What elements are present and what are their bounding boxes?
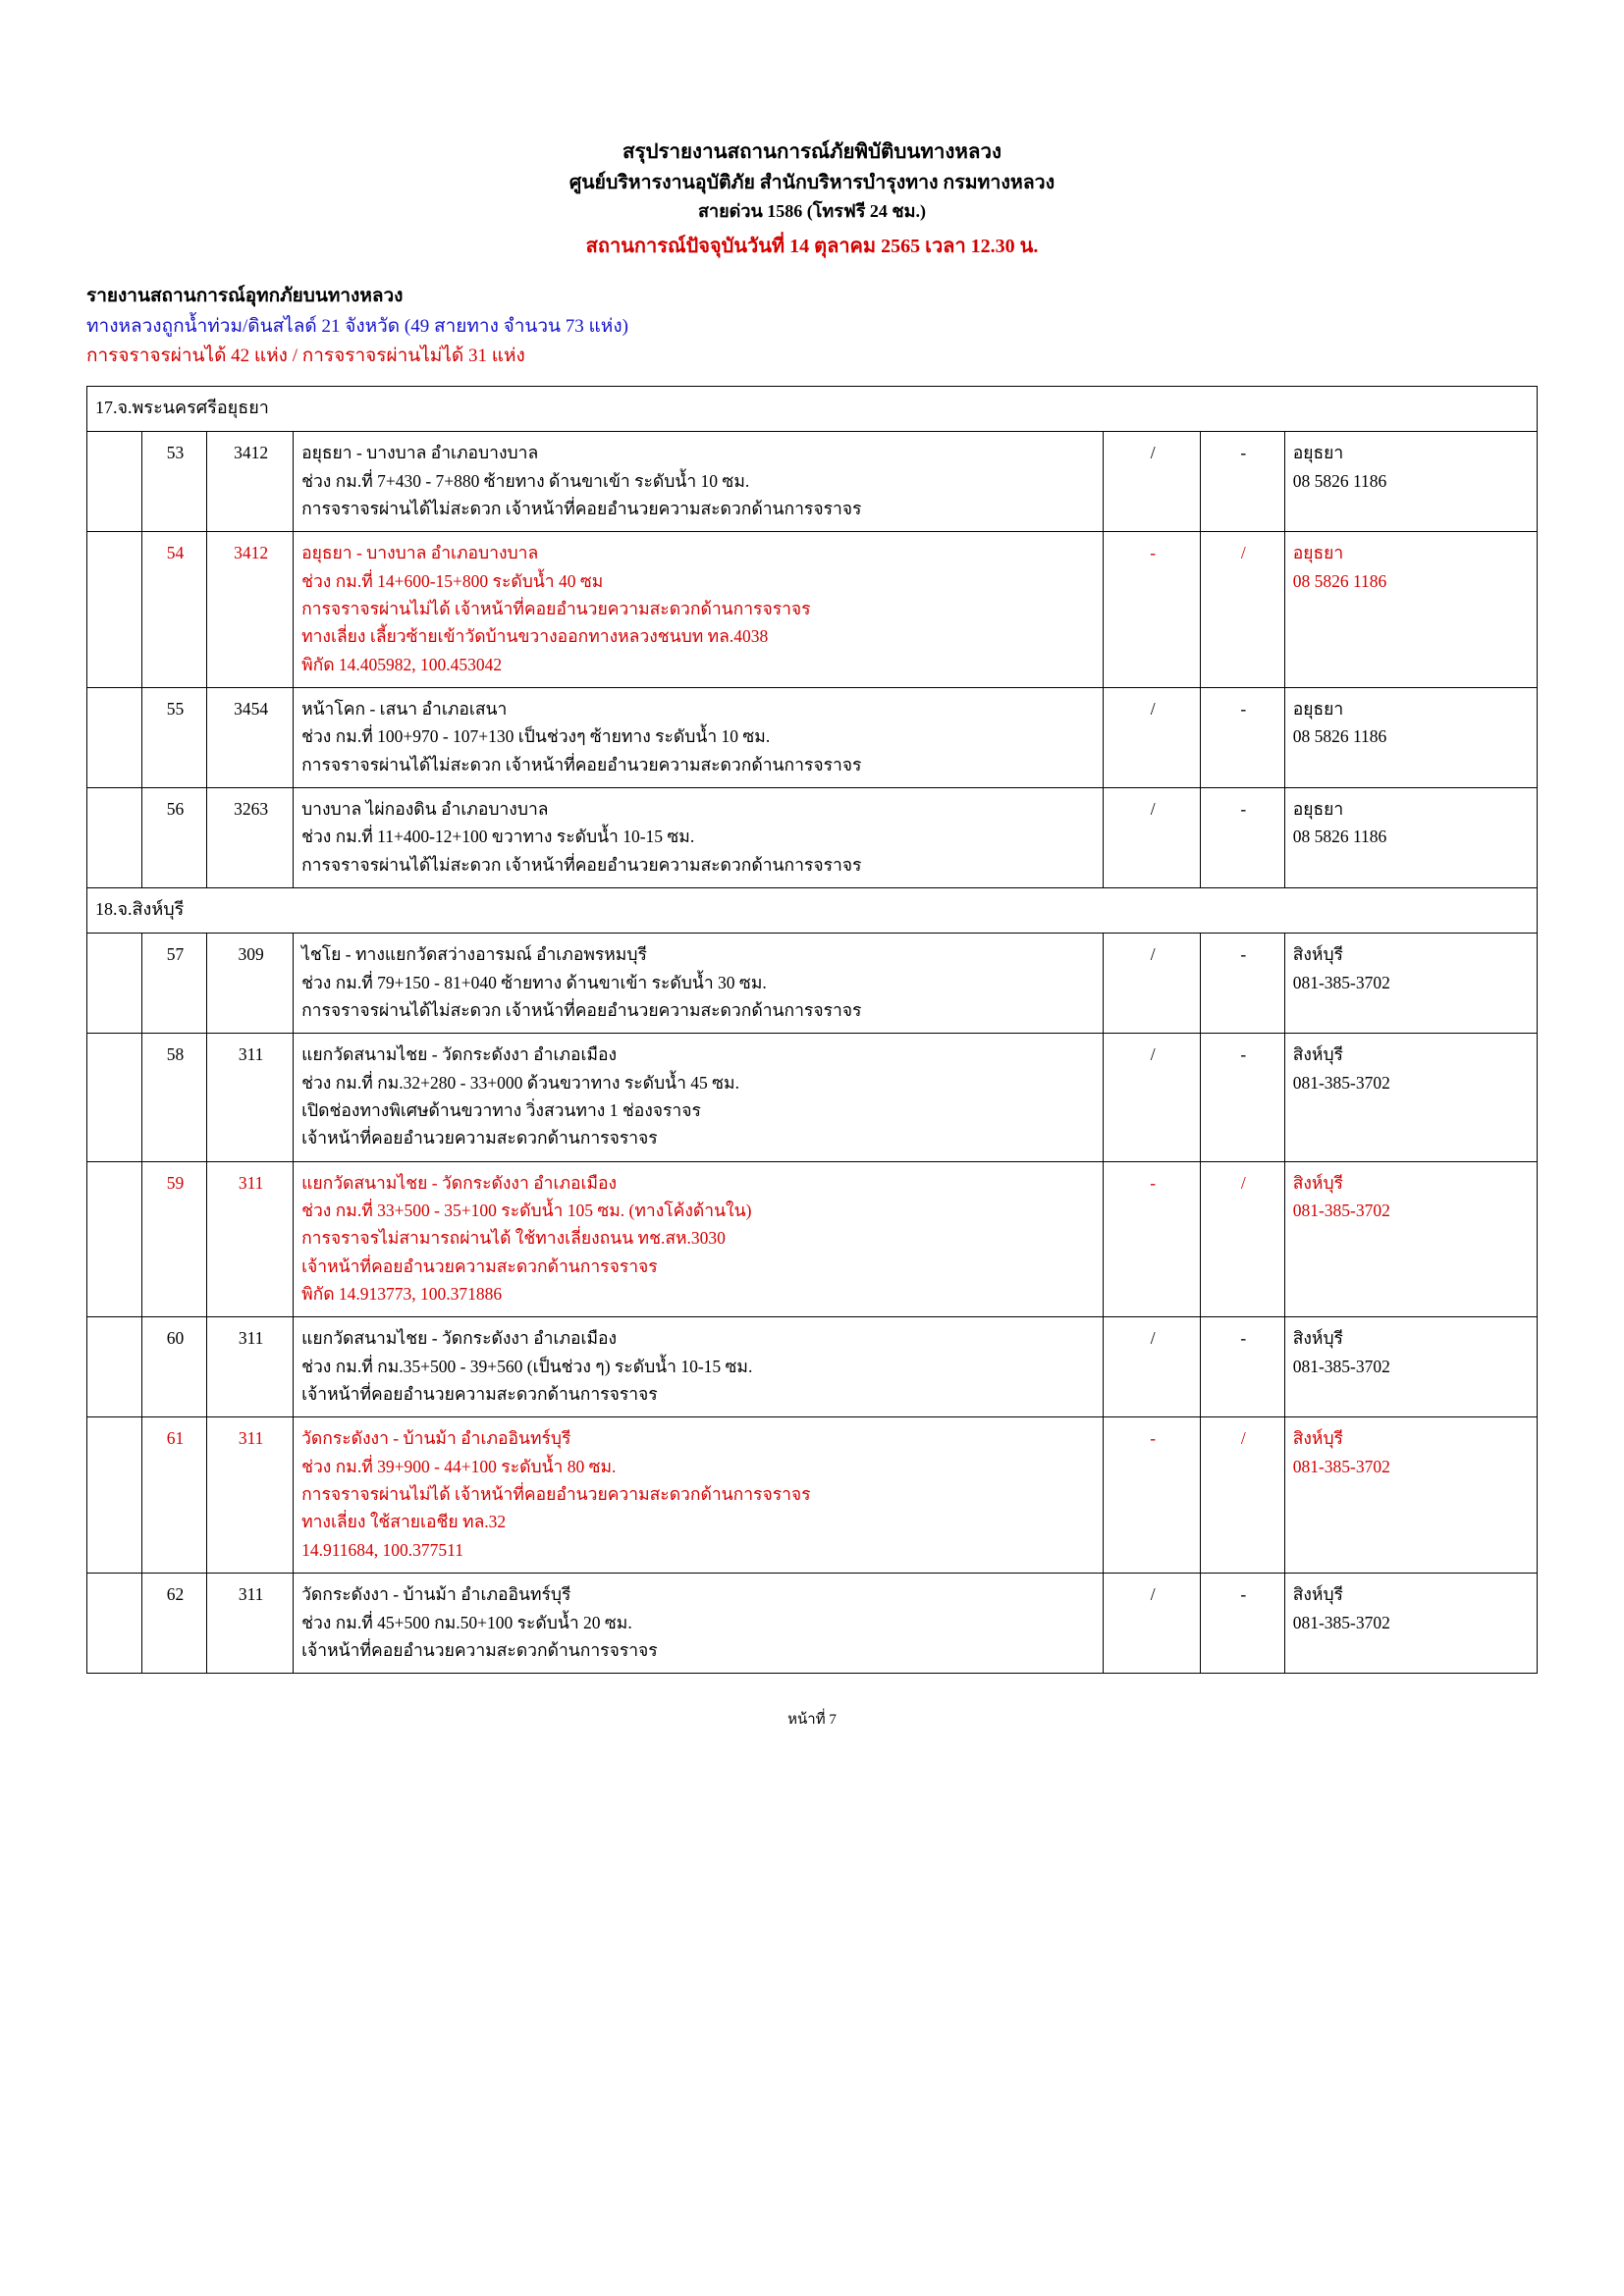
contact-phone: 08 5826 1186 [1292,827,1387,847]
detail-line: ช่วง กม.ที่ 100+970 - 107+130 เป็นช่วงๆ ซ้ายทาง ระดับน้ำ 10 ซม. [301,726,771,747]
contact-province: สิงห์บุรี [1292,944,1343,965]
row-spacer-cell [87,688,142,788]
contact-cell [1284,1161,1537,1317]
passable-mark-cell: - [1104,532,1201,688]
contact-province: สิงห์บุรี [1292,1428,1343,1449]
not-passable-mark-cell: - [1200,934,1284,1034]
intro-passability-summary: การจราจรผ่านได้ 42 แห่ง / การจราจรผ่านไม่ได้ 31 แห่ง [86,346,525,367]
route-detail-cell [294,788,1104,888]
contact-province: สิงห์บุรี [1292,1584,1343,1605]
route-number-cell: 311 [207,1417,294,1574]
table-row [87,688,1538,788]
not-passable-mark-cell: - [1200,1317,1284,1417]
route-detail-cell [294,1417,1104,1574]
contact-cell [1284,1417,1537,1574]
table-row [87,1417,1538,1574]
detail-line: ช่วง กม.ที่ 11+400-12+100 ขวาทาง ระดับน้ำ 10-15 ซม. [301,827,695,847]
detail-line: ทางเลี่ยง เลี้ยวซ้ายเข้าวัดบ้านขวางออกทางหลวงชนบท ทล.4038 [301,626,769,647]
detail-line: พิกัด 14.913773, 100.371886 [301,1284,503,1305]
table-row [87,1034,1538,1161]
passable-mark-cell: / [1104,788,1201,888]
not-passable-mark-cell: / [1200,1161,1284,1317]
passable-mark-cell: / [1104,1574,1201,1674]
route-detail-cell [294,532,1104,688]
contact-phone: 081-385-3702 [1292,1612,1390,1632]
contact-cell [1284,1034,1537,1161]
detail-line: การจราจรผ่านได้ไม่สะดวก เจ้าหน้าที่คอยอำนวยความสะดวกด้านการจราจร [301,999,862,1020]
detail-line: ไชโย - ทางแยกวัดสว่างอารมณ์ อำเภอพรหมบุรี [301,944,647,965]
not-passable-mark-cell: - [1200,1034,1284,1161]
not-passable-mark-cell: / [1200,532,1284,688]
route-number-cell: 311 [207,1034,294,1161]
passable-mark-cell: / [1104,934,1201,1034]
passable-mark-cell: / [1104,1317,1201,1417]
contact-phone: 08 5826 1186 [1292,726,1387,747]
row-spacer-cell [87,1417,142,1574]
header-title-line-2: ศูนย์บริหารงานอุบัติภัย สำนักบริหารบำรุงทาง กรมทางหลวง [568,172,1056,193]
detail-line: ช่วง กม.ที่ กม.32+280 - 33+000 ด้วนขวาทาง ระดับน้ำ 45 ซม. [301,1072,739,1093]
route-number-cell: 311 [207,1161,294,1317]
detail-line: ช่วง กม.ที่ 79+150 - 81+040 ซ้ายทาง ด้านขาเข้า ระดับน้ำ 30 ซม. [301,972,767,992]
intro-report-title: รายงานสถานการณ์อุทกภัยบนทางหลวง [86,285,404,306]
contact-province: สิงห์บุรี [1292,1172,1343,1193]
passable-mark-cell: / [1104,688,1201,788]
contact-cell [1284,934,1537,1034]
detail-line: การจราจรผ่านไม่ได้ เจ้าหน้าที่คอยอำนวยความสะดวกด้านการจราจร [301,1484,811,1505]
route-detail-cell [294,432,1104,532]
document-header [86,137,1538,262]
row-spacer-cell [87,1317,142,1417]
header-current-status-datetime: สถานการณ์ปัจจุบันวันที่ 14 ตุลาคม 2565 เวลา 12.30 น. [585,235,1039,257]
table-row [87,1317,1538,1417]
route-number-cell: 309 [207,934,294,1034]
page-footer: หน้าที่ 7 [787,1712,837,1729]
contact-phone: 08 5826 1186 [1292,570,1387,591]
detail-line: อยุธยา - บางบาล อำเภอบางบาล [301,543,539,563]
contact-cell [1284,1317,1537,1417]
detail-line: แยกวัดสนามไชย - วัดกระดังงา อำเภอเมือง [301,1172,618,1193]
detail-line: เจ้าหน้าที่คอยอำนวยความสะดวกด้านการจราจร [301,1384,658,1405]
row-number-cell: 54 [141,532,206,688]
route-number-cell: 311 [207,1317,294,1417]
row-spacer-cell [87,1574,142,1674]
row-spacer-cell [87,432,142,532]
row-spacer-cell [87,1034,142,1161]
table-row [87,532,1538,688]
route-number-cell: 3412 [207,532,294,688]
row-spacer-cell [87,934,142,1034]
detail-line: 14.911684, 100.377511 [301,1539,464,1560]
detail-line: ทางเลี่ยง ใช้สายเอชีย ทล.32 [301,1512,507,1532]
detail-line: เจ้าหน้าที่คอยอำนวยความสะดวกด้านการจราจร [301,1128,658,1148]
row-number-cell: 60 [141,1317,206,1417]
detail-line: บางบาล ไผ่กองดิน อำเภอบางบาล [301,799,549,820]
detail-line: แยกวัดสนามไชย - วัดกระดังงา อำเภอเมือง [301,1044,618,1065]
route-detail-cell [294,1161,1104,1317]
row-number-cell: 53 [141,432,206,532]
row-number-cell: 57 [141,934,206,1034]
detail-line: ช่วง กม.ที่ กม.35+500 - 39+560 (เป็นช่วง ๆ) ระดับน้ำ 10-15 ซม. [301,1356,753,1376]
contact-cell [1284,432,1537,532]
table-row [87,788,1538,888]
row-number-cell: 55 [141,688,206,788]
table-row [87,1161,1538,1317]
passable-mark-cell: / [1104,1034,1201,1161]
detail-line: ช่วง กม.ที่ 45+500 กม.50+100 ระดับน้ำ 20 ซม. [301,1612,632,1632]
detail-line: พิกัด 14.405982, 100.453042 [301,654,503,674]
contact-phone: 081-385-3702 [1292,1356,1390,1376]
not-passable-mark-cell: - [1200,788,1284,888]
detail-line: วัดกระดังงา - บ้านม้า อำเภออินทร์บุรี [301,1428,571,1449]
not-passable-mark-cell: - [1200,432,1284,532]
route-number-cell: 3412 [207,432,294,532]
detail-line: เจ้าหน้าที่คอยอำนวยความสะดวกด้านการจราจร [301,1639,658,1660]
province-section-title: 17.จ.พระนครศรีอยุธยา [87,387,1538,432]
not-passable-mark-cell: - [1200,688,1284,788]
route-number-cell: 3454 [207,688,294,788]
route-detail-cell [294,934,1104,1034]
contact-cell [1284,688,1537,788]
detail-line: วัดกระดังงา - บ้านม้า อำเภออินทร์บุรี [301,1584,571,1605]
contact-cell [1284,1574,1537,1674]
detail-line: การจราจรผ่านได้ไม่สะดวก เจ้าหน้าที่คอยอำนวยความสะดวกด้านการจราจร [301,854,862,875]
table-row [87,934,1538,1034]
contact-province: อยุธยา [1292,699,1344,720]
detail-line: เปิดช่องทางพิเศษด้านขวาทาง วิ่งสวนทาง 1 ช่องจราจร [301,1100,701,1121]
detail-line: การจราจรผ่านได้ไม่สะดวก เจ้าหน้าที่คอยอำนวยความสะดวกด้านการจราจร [301,499,862,519]
contact-province: สิงห์บุรี [1292,1044,1343,1065]
header-title-line-1: สรุปรายงานสถานการณ์ภัยพิบัติบนทางหลวง [622,141,1002,163]
table-row [87,432,1538,532]
intro-block [86,282,1538,372]
row-spacer-cell [87,532,142,688]
contact-province: อยุธยา [1292,443,1344,463]
detail-line: ช่วง กม.ที่ 14+600-15+800 ระดับน้ำ 40 ซม [301,570,604,591]
row-spacer-cell [87,788,142,888]
contact-phone: 081-385-3702 [1292,1201,1390,1221]
province-section-header [87,888,1538,934]
province-section-title: 18.จ.สิงห์บุรี [87,888,1538,934]
detail-line: แยกวัดสนามไชย - วัดกระดังงา อำเภอเมือง [301,1328,618,1349]
passable-mark-cell: / [1104,432,1201,532]
detail-line: หน้าโคก - เสนา อำเภอเสนา [301,699,508,720]
route-number-cell: 3263 [207,788,294,888]
contact-province: อยุธยา [1292,543,1344,563]
passable-mark-cell: - [1104,1161,1201,1317]
intro-affected-summary: ทางหลวงถูกน้ำท่วม/ดินสไลด์ 21 จังหวัด (49 สายทาง จำนวน 73 แห่ง) [86,315,628,337]
route-detail-cell [294,1034,1104,1161]
province-section-header [87,387,1538,432]
row-spacer-cell [87,1161,142,1317]
contact-province: อยุธยา [1292,799,1344,820]
route-detail-cell [294,1574,1104,1674]
table-row [87,1574,1538,1674]
row-number-cell: 58 [141,1034,206,1161]
row-number-cell: 62 [141,1574,206,1674]
row-number-cell: 61 [141,1417,206,1574]
detail-line: การจราจรผ่านได้ไม่สะดวก เจ้าหน้าที่คอยอำนวยความสะดวกด้านการจราจร [301,754,862,774]
not-passable-mark-cell: - [1200,1574,1284,1674]
contact-cell [1284,788,1537,888]
flood-status-table [86,386,1538,1674]
contact-phone: 08 5826 1186 [1292,470,1387,491]
contact-phone: 081-385-3702 [1292,1456,1390,1476]
detail-line: การจราจรไม่สามารถผ่านได้ ใช้ทางเลี่ยงถนน ทช.สห.3030 [301,1228,726,1249]
route-detail-cell [294,688,1104,788]
row-number-cell: 59 [141,1161,206,1317]
detail-line: เจ้าหน้าที่คอยอำนวยความสะดวกด้านการจราจร [301,1255,658,1276]
not-passable-mark-cell: / [1200,1417,1284,1574]
detail-line: ช่วง กม.ที่ 7+430 - 7+880 ซ้ายทาง ด้านขาเข้า ระดับน้ำ 10 ซม. [301,470,750,491]
contact-cell [1284,532,1537,688]
route-detail-cell [294,1317,1104,1417]
detail-line: การจราจรผ่านไม่ได้ เจ้าหน้าที่คอยอำนวยความสะดวกด้านการจราจร [301,599,811,619]
detail-line: ช่วง กม.ที่ 39+900 - 44+100 ระดับน้ำ 80 ซม. [301,1456,617,1476]
route-number-cell: 311 [207,1574,294,1674]
row-number-cell: 56 [141,788,206,888]
contact-phone: 081-385-3702 [1292,1072,1390,1093]
header-hotline: สายด่วน 1586 (โทรฟรี 24 ชม.) [698,200,926,221]
passable-mark-cell: - [1104,1417,1201,1574]
contact-phone: 081-385-3702 [1292,972,1390,992]
contact-province: สิงห์บุรี [1292,1328,1343,1349]
detail-line: ช่วง กม.ที่ 33+500 - 35+100 ระดับน้ำ 105 ซม. (ทางโค้งด้านใน) [301,1201,752,1221]
detail-line: อยุธยา - บางบาล อำเภอบางบาล [301,443,539,463]
